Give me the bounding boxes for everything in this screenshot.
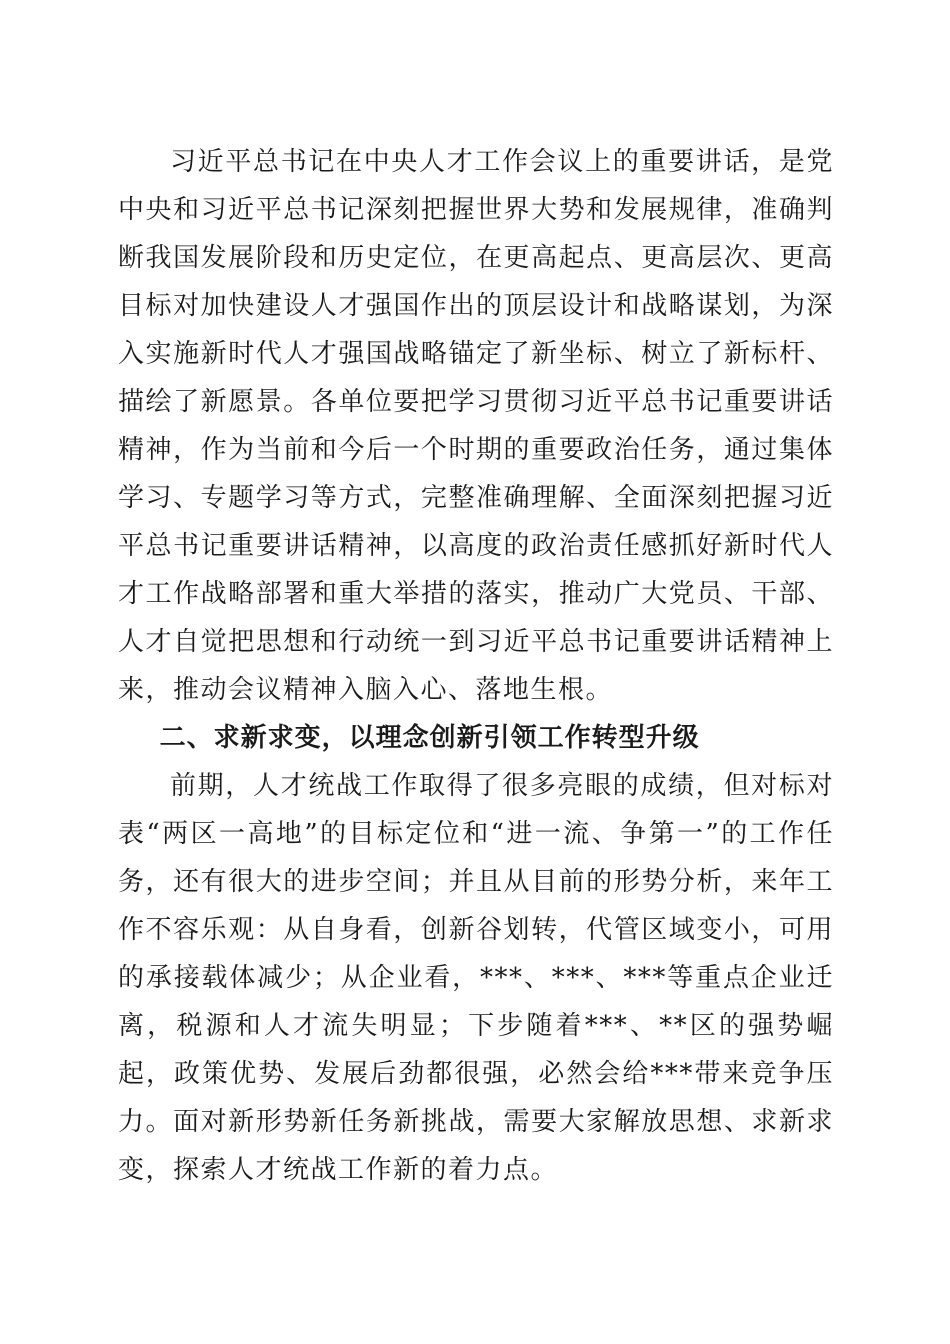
- body-paragraph: 前期，人才统战工作取得了很多亮眼的成绩，但对标对表“两区一高地”的目标定位和“进一流、争第一”的工作任务，还有很大的进步空间；并且从目前的形势分析，来年工作不容乐观：从自身看，创新谷划转，代管区域变小，可用的承接载体减少；从企业看，***、***、***等重点企业迁离，税源和人才流失明显；下步随着***、**区的强势崛起，政策优势、发展后劲都很强，必然会给***带来竞争压力。面对新形势新任务新挑战，需要大家解放思想、求新求变，探索人才统战工作新的着力点。: [118, 771, 834, 1185]
- document-body: [118, 138, 834, 1194]
- section-heading: 二、求新求变，以理念创新引领工作转型升级: [159, 723, 700, 753]
- body-paragraph: 习近平总书记在中央人才工作会议上的重要讲话，是党中央和习近平总书记深刻把握世界大势和发展规律，准确判断我国发展阶段和历史定位，在更高起点、更高层次、更高目标对加快建设人才强国作出的顶层设计和战略谋划，为深入实施新时代人才强国战略锚定了新坐标、树立了新标杆、描绘了新愿景。各单位要把学习贯彻习近平总书记重要讲话精神，作为当前和今后一个时期的重要政治任务，通过集体学习、专题学习等方式，完整准确理解、全面深刻把握习近平总书记重要讲话精神，以高度的政治责任感抓好新时代人才工作战略部署和重大举措的落实，推动广大党员、干部、人才自觉把思想和行动统一到习近平总书记重要讲话精神上来，推动会议精神入脑入心、落地生根。: [118, 147, 834, 705]
